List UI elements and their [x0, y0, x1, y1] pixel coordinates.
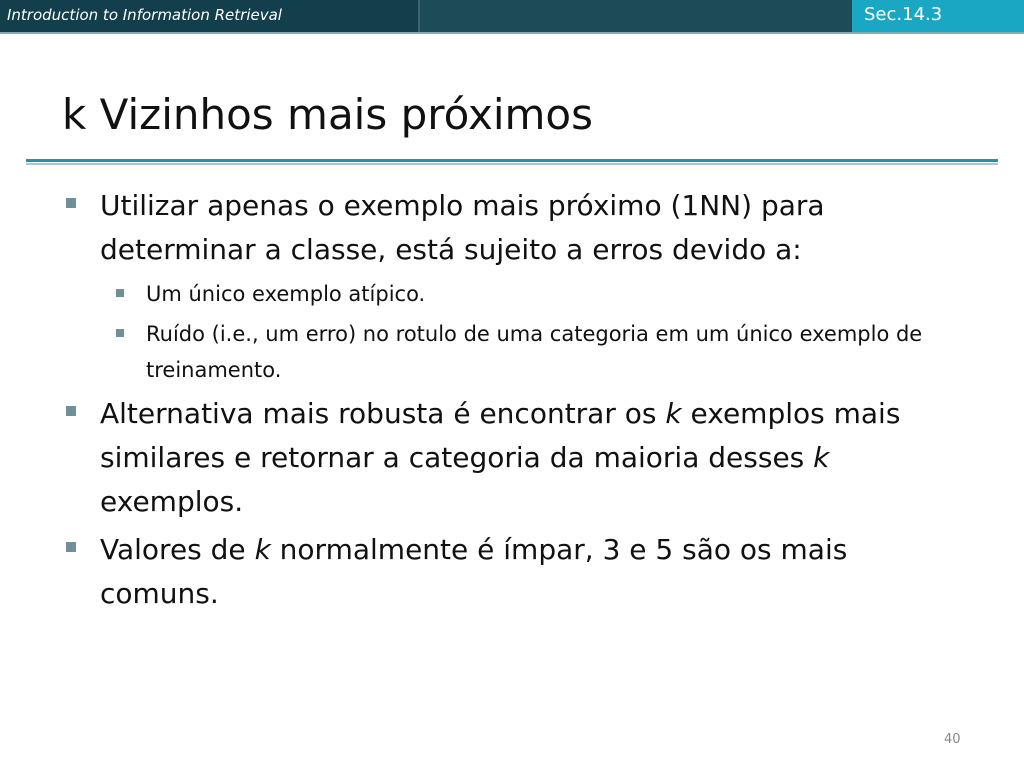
bullet-item	[62, 528, 962, 616]
section-box	[852, 0, 1024, 32]
bullet-item	[62, 184, 962, 272]
page-number: 40	[944, 732, 961, 747]
course-title: Introduction to Information Retrieval	[7, 6, 282, 24]
title-divider-shadow	[26, 163, 998, 165]
square-bullet-icon	[116, 289, 124, 297]
square-bullet-icon	[66, 542, 76, 552]
course-title-box	[0, 0, 420, 32]
header-bar	[0, 0, 1024, 34]
slide-title: k Vizinhos mais próximos	[62, 90, 594, 139]
sub-bullet-text: Ruído (i.e., um erro) no rotulo de uma categoria em um único exemplo de treinamento.	[146, 322, 923, 382]
square-bullet-icon	[66, 198, 76, 208]
bullet-text: Valores de k normalmente é ímpar, 3 e 5 são os mais comuns.	[100, 533, 848, 610]
bullet-item	[62, 392, 962, 524]
square-bullet-icon	[116, 329, 124, 337]
sub-bullet-text: Um único exemplo atípico.	[146, 282, 426, 306]
bullet-list	[62, 184, 962, 620]
square-bullet-icon	[66, 406, 76, 416]
title-divider	[26, 159, 998, 162]
sub-bullet-item	[62, 316, 962, 388]
bullet-text: Alternativa mais robusta é encontrar os k exemplos mais similares e retornar a categoria da maioria desses k exemplos.	[100, 397, 901, 518]
bullet-text: Utilizar apenas o exemplo mais próximo (1NN) para determinar a classe, está sujeito a erros devido a:	[100, 189, 825, 266]
section-label: Sec.14.3	[864, 4, 943, 25]
sub-bullet-item	[62, 276, 962, 312]
